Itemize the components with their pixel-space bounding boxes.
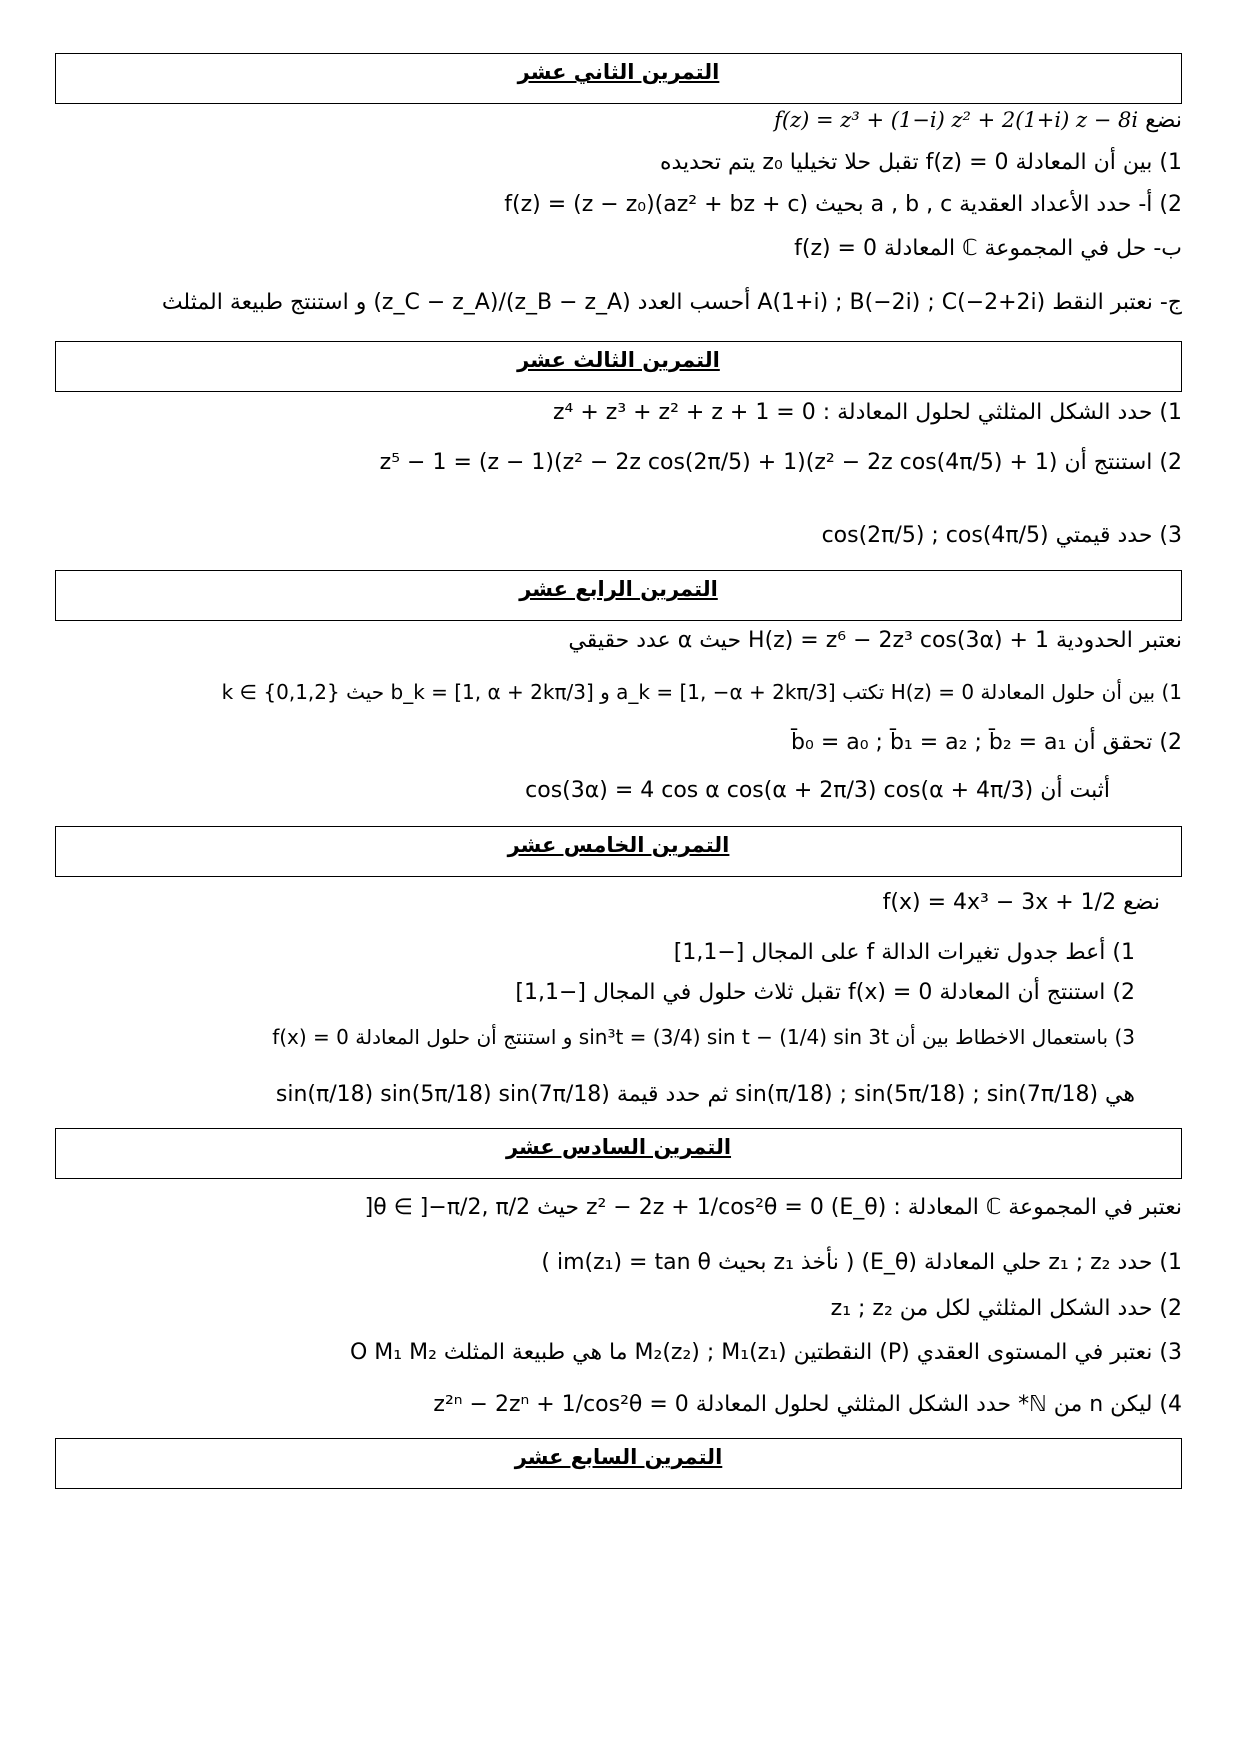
ex14-intro: نعتبر الحدودية H(z) = z⁶ − 2z³ cos(3α) + 1 حيث α عدد حقيقي — [568, 628, 1182, 653]
exercise-14-header — [55, 570, 1182, 621]
exercise-16-title: التمرين السادس عشر — [505, 1135, 732, 1159]
ex15-q1: 1) أعط جدول تغيرات الدالة f على المجال [−1,1] — [673, 940, 1135, 965]
exercise-13-title: التمرين الثالث عشر — [517, 348, 720, 372]
ex16-intro: نعتبر في المجموعة ℂ المعادلة : (E_θ) z² − 2z + 1/cos²θ = 0 حيث θ ∈ ]−π/2, π/2[ — [364, 1195, 1182, 1220]
ex14-q1: 1) بين أن حلول المعادلة H(z) = 0 تكتب a_k = [1, −α + 2kπ/3] و b_k = [1, α + 2kπ/3] حيث k ∈ {0,1,2} — [221, 680, 1182, 704]
exercise-12-title-reflection — [56, 84, 1181, 93]
ex14-q2: 2) تحقق أن b̄₀ = a₀ ; b̄₁ = a₂ ; b̄₂ = a₁ — [791, 730, 1182, 755]
ex16-q4: 4) ليكن n من ℕ* حدد الشكل المثلثي لحلول المعادلة z²ⁿ − 2zⁿ + 1/cos²θ = 0 — [433, 1392, 1182, 1417]
ex12-q2a: 2) أ- حدد الأعداد العقدية a , b , c بحيث f(z) = (z − z₀)(az² + bz + c) — [504, 192, 1182, 217]
ex14-q2b: أثبت أن cos(3α) = 4 cos α cos(α + 2π/3) cos(α + 4π/3) — [525, 778, 1110, 803]
ex15-q3: 3) باستعمال الاخطاط بين أن sin³t = (3/4) sin t − (1/4) sin 3t و استنتج أن حلول المعادلة f(x) = 0 — [272, 1025, 1135, 1049]
ex16-q3: 3) نعتبر في المستوى العقدي (P) النقطتين M₂(z₂) ; M₁(z₁) ما هي طبيعة المثلث O M₁ M₂ — [349, 1340, 1182, 1365]
exercise-17-header — [55, 1438, 1182, 1489]
ex15-q3b: هي sin(π/18) ; sin(5π/18) ; sin(7π/18) ثم حدد قيمة sin(π/18) sin(5π/18) sin(7π/18) — [275, 1082, 1135, 1107]
ex12-intro-label: نضع — [1145, 108, 1182, 133]
exercise-12-header — [55, 53, 1182, 104]
ex13-q1: 1) حدد الشكل المثلثي لحلول المعادلة : z⁴ + z³ + z² + z + 1 = 0 — [552, 400, 1182, 425]
ex12-q1: 1) بين أن المعادلة f(z) = 0 تقبل حلا تخيليا z₀ يتم تحديده — [659, 150, 1182, 175]
ex12-q2b: ب- حل في المجموعة ℂ المعادلة f(z) = 0 — [794, 236, 1182, 261]
ex12-intro-math: f(z) = z³ + (1−i) z² + 2(1+i) z − 8i — [774, 108, 1139, 132]
exercise-14-title: التمرين الرابع عشر — [519, 577, 718, 601]
ex15-q2: 2) استنتج أن المعادلة f(x) = 0 تقبل ثلاث حلول في المجال [−1,1] — [515, 980, 1135, 1005]
ex13-q3: 3) حدد قيمتي cos(2π/5) ; cos(4π/5) — [821, 523, 1182, 548]
exercise-16-header — [55, 1128, 1182, 1179]
exercise-13-header — [55, 341, 1182, 392]
ex12-intro — [60, 108, 1182, 133]
ex16-q2: 2) حدد الشكل المثلثي لكل من z₁ ; z₂ — [830, 1296, 1182, 1321]
exercise-15-header — [55, 826, 1182, 877]
ex13-q2: 2) استنتج أن z⁵ − 1 = (z − 1)(z² − 2z cos(2π/5) + 1)(z² − 2z cos(4π/5) + 1) — [379, 450, 1182, 475]
ex12-q2c: ج- نعتبر النقط A(1+i) ; B(−2i) ; C(−2+2i) أحسب العدد (z_B − z_A)/(z_C − z_A) و استنتج طبيعة المثلث — [161, 290, 1182, 315]
exercise-15-title: التمرين الخامس عشر — [507, 833, 730, 857]
ex16-q1: 1) حدد z₁ ; z₂ حلي المعادلة (E_θ) ( نأخذ z₁ بحيث im(z₁) = tan θ ) — [541, 1250, 1182, 1275]
ex15-intro: نضع f(x) = 4x³ − 3x + 1/2 — [882, 890, 1160, 915]
exercise-12-title: التمرين الثاني عشر — [517, 60, 720, 84]
exercise-17-title: التمرين السابع عشر — [514, 1445, 723, 1469]
